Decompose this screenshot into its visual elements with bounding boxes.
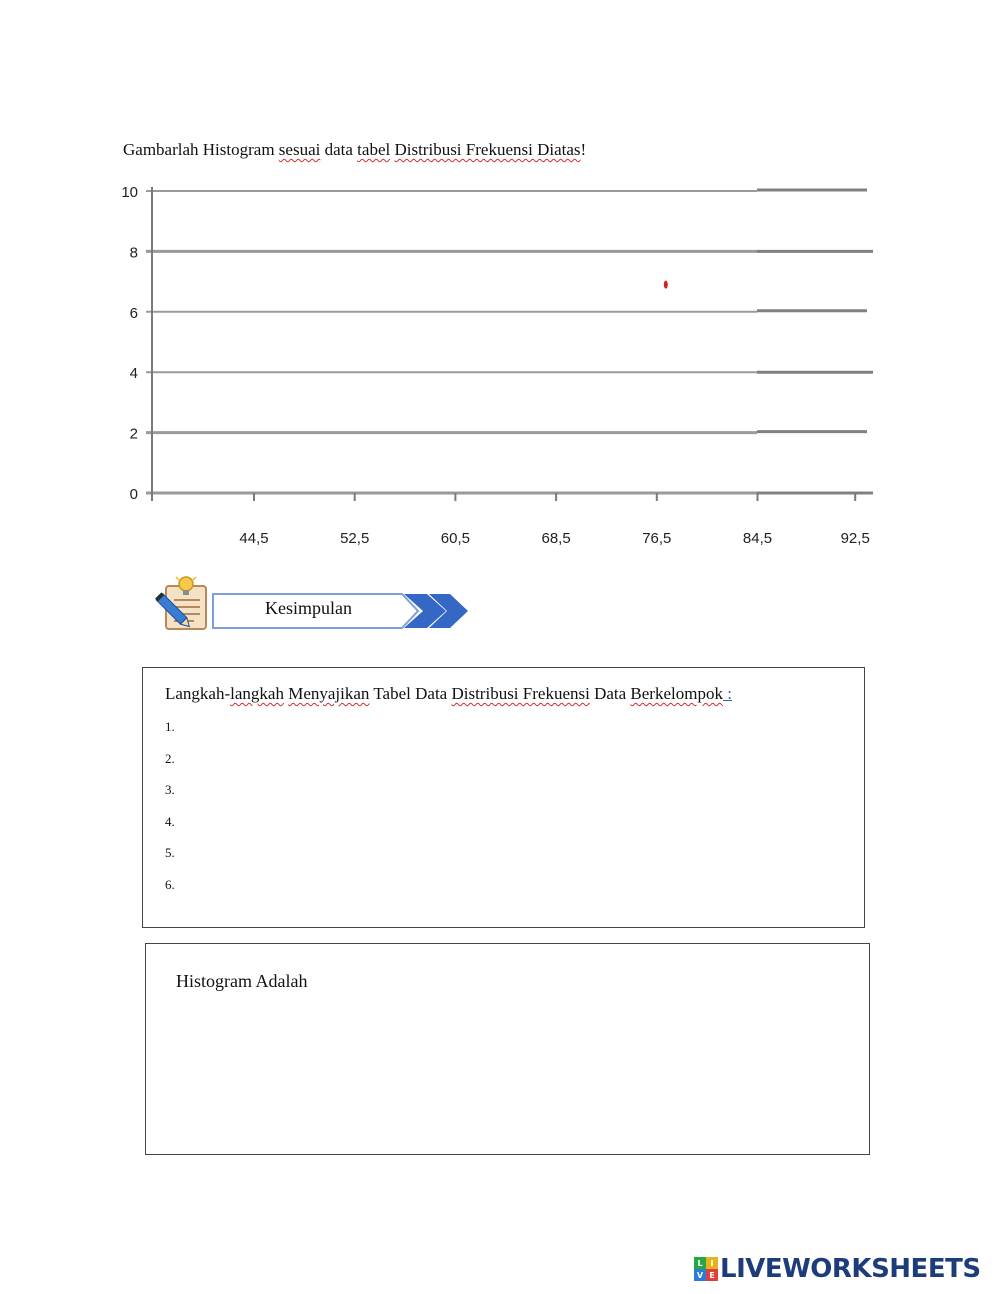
instruction-part: Gambarlah Histogram	[123, 140, 279, 159]
logo-text: LIVEWORKSHEETS	[720, 1254, 981, 1284]
steps-title-part: Distribusi Frekuensi	[451, 684, 590, 703]
instruction-part: tabel	[357, 140, 391, 159]
steps-list	[165, 720, 175, 910]
liveworksheets-logo	[694, 1254, 981, 1284]
instruction-part: data	[320, 140, 358, 159]
steps-title-part: :	[722, 684, 732, 703]
histogram-definition-title: Histogram Adalah	[176, 971, 308, 991]
instruction-part: sesuai	[278, 140, 321, 159]
histogram-chart[interactable]	[0, 0, 1000, 560]
x-tick-label: 84,5	[742, 530, 773, 547]
x-tick-label: 92,5	[840, 530, 870, 547]
steps-box[interactable]	[142, 667, 865, 928]
logo-mark-letter: I	[706, 1257, 718, 1269]
kesimpulan-label: Kesimpulan	[265, 598, 352, 618]
instruction-part: !	[580, 140, 587, 159]
steps-title-part: langkah	[230, 684, 284, 703]
logo-mark-letter: E	[706, 1269, 718, 1281]
step-item[interactable]: 4.	[165, 813, 175, 829]
x-tick-label: 68,5	[541, 530, 571, 547]
step-item[interactable]: 5.	[165, 845, 175, 861]
x-tick-label: 76,5	[642, 530, 672, 547]
steps-title-part: Menyajikan	[288, 684, 370, 703]
x-tick-label: 60,5	[440, 530, 471, 547]
y-tick-label: 10	[121, 184, 138, 201]
logo-mark-letter: L	[694, 1257, 706, 1269]
stray-marker	[664, 281, 668, 289]
y-tick-label: 4	[129, 365, 138, 383]
steps-title-part: Berkelompok	[630, 684, 723, 703]
liveworksheets-mark-icon	[694, 1257, 718, 1281]
x-tick-label: 52,5	[340, 530, 370, 547]
y-tick-label: 8	[129, 244, 138, 262]
steps-title-part: Tabel Data	[369, 684, 452, 703]
steps-title-part: Data	[589, 684, 631, 703]
logo-mark-letter: V	[694, 1269, 706, 1281]
notepad-pencil-lightbulb-icon	[152, 574, 210, 632]
instruction-part: Distribusi Frekuensi Diatas	[394, 140, 581, 159]
steps-title	[165, 684, 732, 704]
y-tick-label: 2	[129, 425, 138, 443]
histogram-definition-box[interactable]	[145, 943, 870, 1155]
y-tick-label: 0	[129, 486, 138, 503]
x-tick-label: 44,5	[239, 530, 269, 547]
step-item[interactable]: 6.	[165, 876, 175, 892]
steps-title-part: Langkah-	[165, 684, 231, 703]
step-item[interactable]: 1.	[165, 719, 175, 734]
y-tick-label: 6	[129, 304, 138, 322]
step-item[interactable]: 2.	[165, 750, 175, 766]
step-item[interactable]: 3.	[165, 782, 175, 798]
